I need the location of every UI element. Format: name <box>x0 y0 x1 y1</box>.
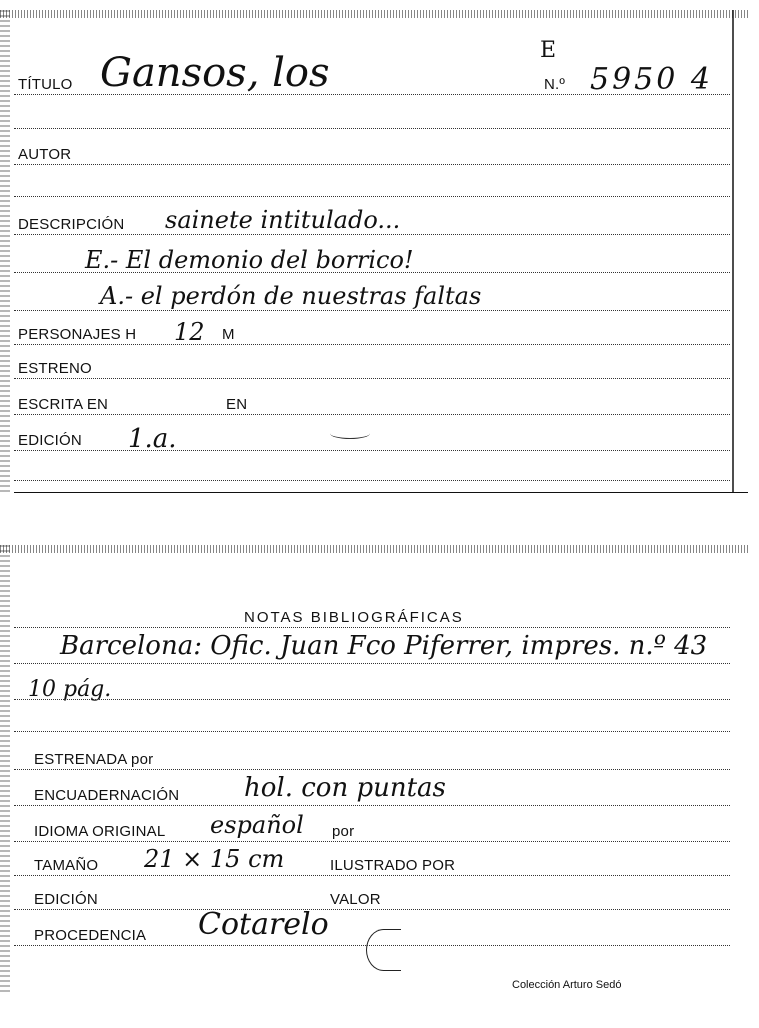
estreno-rule <box>14 378 730 379</box>
edicion-rule <box>14 450 730 451</box>
edicion-rule-bottom <box>14 909 730 910</box>
escrita-rule <box>14 414 730 415</box>
estreno-label: ESTRENO <box>18 360 92 377</box>
card-top-bottom-edge <box>14 492 748 493</box>
numero-label: N.º <box>544 76 566 93</box>
notas-heading: NOTAS BIBLIOGRÁFICAS <box>244 609 464 626</box>
catalog-card-bottom <box>0 545 748 993</box>
descripcion-line-3: A.- el perdón de nuestras faltas <box>100 282 482 310</box>
edicion-label: EDICIÓN <box>18 432 82 449</box>
descripcion-rule-2 <box>14 272 730 273</box>
notas-rule-2 <box>14 699 730 700</box>
notas-rule-3 <box>14 731 730 732</box>
catalog-card-top <box>0 10 748 492</box>
idioma-label: IDIOMA ORIGINAL <box>34 823 166 840</box>
escrita-label: ESCRITA EN <box>18 396 109 413</box>
titulo-value: Gansos, los <box>100 50 330 96</box>
idioma-value: español <box>210 811 304 839</box>
tamano-value: 21 × 15 cm <box>144 845 285 873</box>
edicion-value: 1.a. <box>128 424 177 454</box>
tamano-rule <box>14 875 730 876</box>
blank-rule-3 <box>14 480 730 481</box>
descripcion-rule-3 <box>14 310 730 311</box>
idioma-rule <box>14 841 730 842</box>
personajes-label: PERSONAJES H <box>18 326 137 343</box>
card-bottom-left-edge <box>0 545 10 993</box>
tamano-label: TAMAÑO <box>34 857 99 874</box>
encuadernacion-label: ENCUADERNACIÓN <box>34 787 180 804</box>
encuadernacion-value: hol. con puntas <box>244 773 446 803</box>
ilustrado-label: ILUSTRADO POR <box>330 857 456 874</box>
estrenada-label: ESTRENADA por <box>34 751 154 768</box>
card-left-edge <box>0 10 10 492</box>
titulo-rule <box>14 94 730 95</box>
procedencia-rule <box>14 945 730 946</box>
notas-line-1: Barcelona: Ofic. Juan Fco Piferrer, impres. n.º 43 <box>60 631 708 661</box>
personajes-h-value: 12 <box>174 318 205 346</box>
card-bottom-top-edge <box>0 545 748 553</box>
personajes-rule <box>14 344 730 345</box>
descripcion-line-2: E.- El demonio del borrico! <box>85 246 414 274</box>
blank-rule-1 <box>14 128 730 129</box>
autor-label: AUTOR <box>18 146 72 163</box>
descripcion-label: DESCRIPCIÓN <box>18 216 125 233</box>
encuadernacion-rule <box>14 805 730 806</box>
card-right-edge <box>732 10 734 492</box>
descripcion-rule-1 <box>14 234 730 235</box>
valor-label: VALOR <box>330 891 381 908</box>
notas-line-2: 10 pág. <box>28 677 112 702</box>
punch-hole <box>366 929 401 971</box>
en-label: EN <box>226 396 248 413</box>
autor-rule <box>14 164 730 165</box>
coleccion-footer: Colección Arturo Sedó <box>512 979 622 991</box>
numero-value: 5950 4 <box>590 62 713 97</box>
notas-rule-0 <box>14 627 730 628</box>
blank-rule-2 <box>14 196 730 197</box>
estrenada-rule <box>14 769 730 770</box>
numero-marker: E <box>540 38 557 63</box>
card-top-edge <box>0 10 748 18</box>
edicion-label-bottom: EDICIÓN <box>34 891 98 908</box>
procedencia-label: PROCEDENCIA <box>34 927 147 944</box>
idioma-por-label: por <box>332 823 355 840</box>
procedencia-value: Cotarelo <box>198 907 329 942</box>
personajes-m-label: M <box>222 326 235 343</box>
ink-stroke <box>330 428 370 439</box>
titulo-label: TÍTULO <box>18 76 73 93</box>
descripcion-line-1: sainete intitulado... <box>165 206 401 234</box>
notas-rule-1 <box>14 663 730 664</box>
